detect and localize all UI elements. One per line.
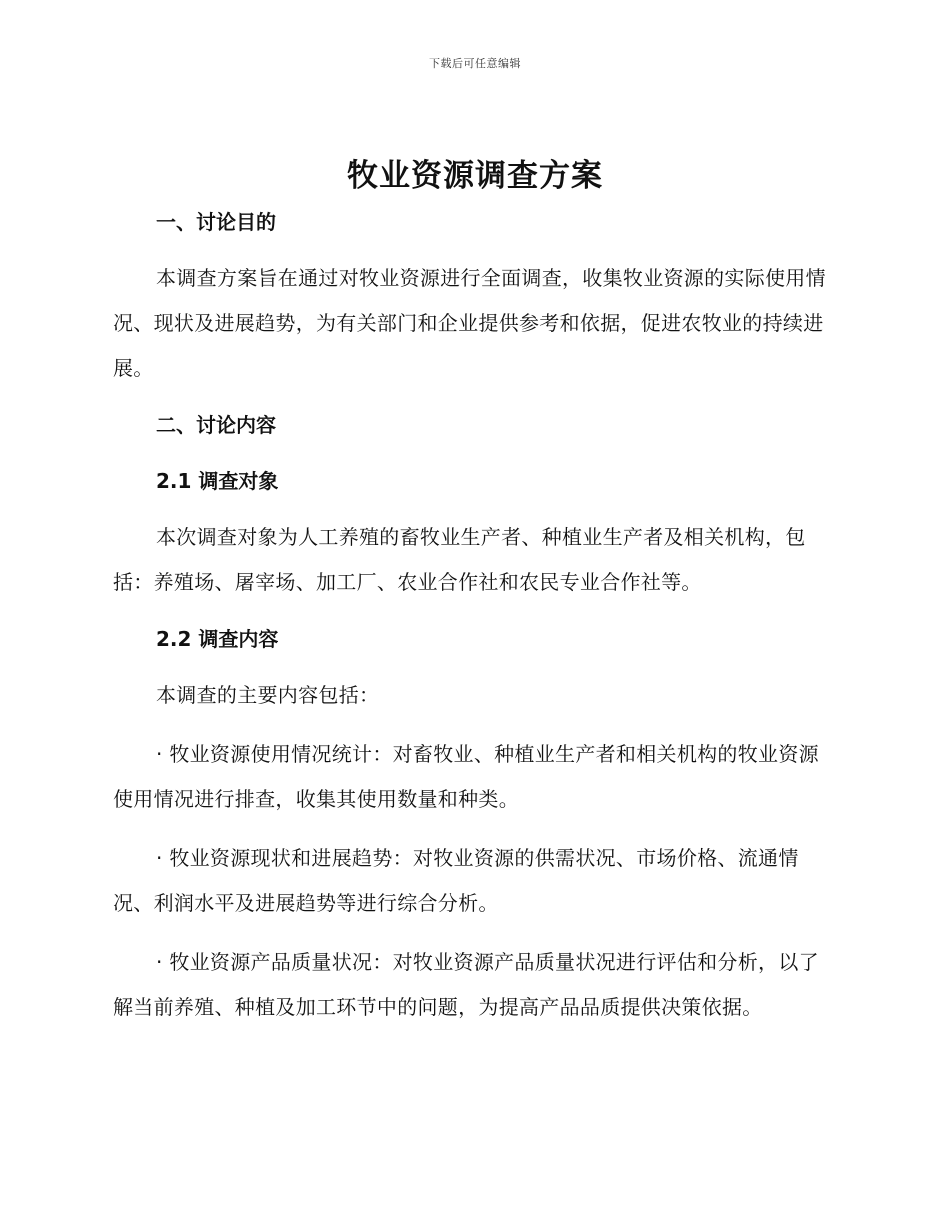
section-heading-content: 二、讨论内容 <box>156 413 276 437</box>
list-item: · 牧业资源现状和进展趋势：对牧业资源的供需状况、市场价格、流通情况、利润水平及进展趋势等进行综合分析。 <box>113 846 799 915</box>
list-item: · 牧业资源产品质量状况：对牧业资源产品质量状况进行评估和分析，以了解当前养殖、种植及加工环节中的问题，为提高产品品质提供决策依据。 <box>113 950 819 1019</box>
page-header-note: 下载后可任意编辑 <box>429 57 521 70</box>
list-item: · 牧业资源使用情况统计：对畜牧业、种植业生产者和相关机构的牧业资源使用情况进行排查，收集其使用数量和种类。 <box>113 742 819 811</box>
purpose-paragraph: 本调查方案旨在通过对牧业资源进行全面调查，收集牧业资源的实际使用情况、现状及进展趋势，为有关部门和企业提供参考和依据，促进农牧业的持续进展。 <box>113 266 826 380</box>
items-intro: 本调查的主要内容包括： <box>156 683 380 707</box>
document-body <box>113 200 837 1030</box>
section-heading-purpose: 一、讨论目的 <box>156 210 276 234</box>
document-title: 牧业资源调查方案 <box>347 158 603 194</box>
subsection-heading-items: 2.2 调查内容 <box>156 627 279 651</box>
subjects-paragraph: 本次调查对象为人工养殖的畜牧业生产者、种植业生产者及相关机构，包括：养殖场、屠宰场、加工厂、农业合作社和农民专业合作社等。 <box>113 525 806 594</box>
subsection-heading-subjects: 2.1 调查对象 <box>156 469 279 493</box>
